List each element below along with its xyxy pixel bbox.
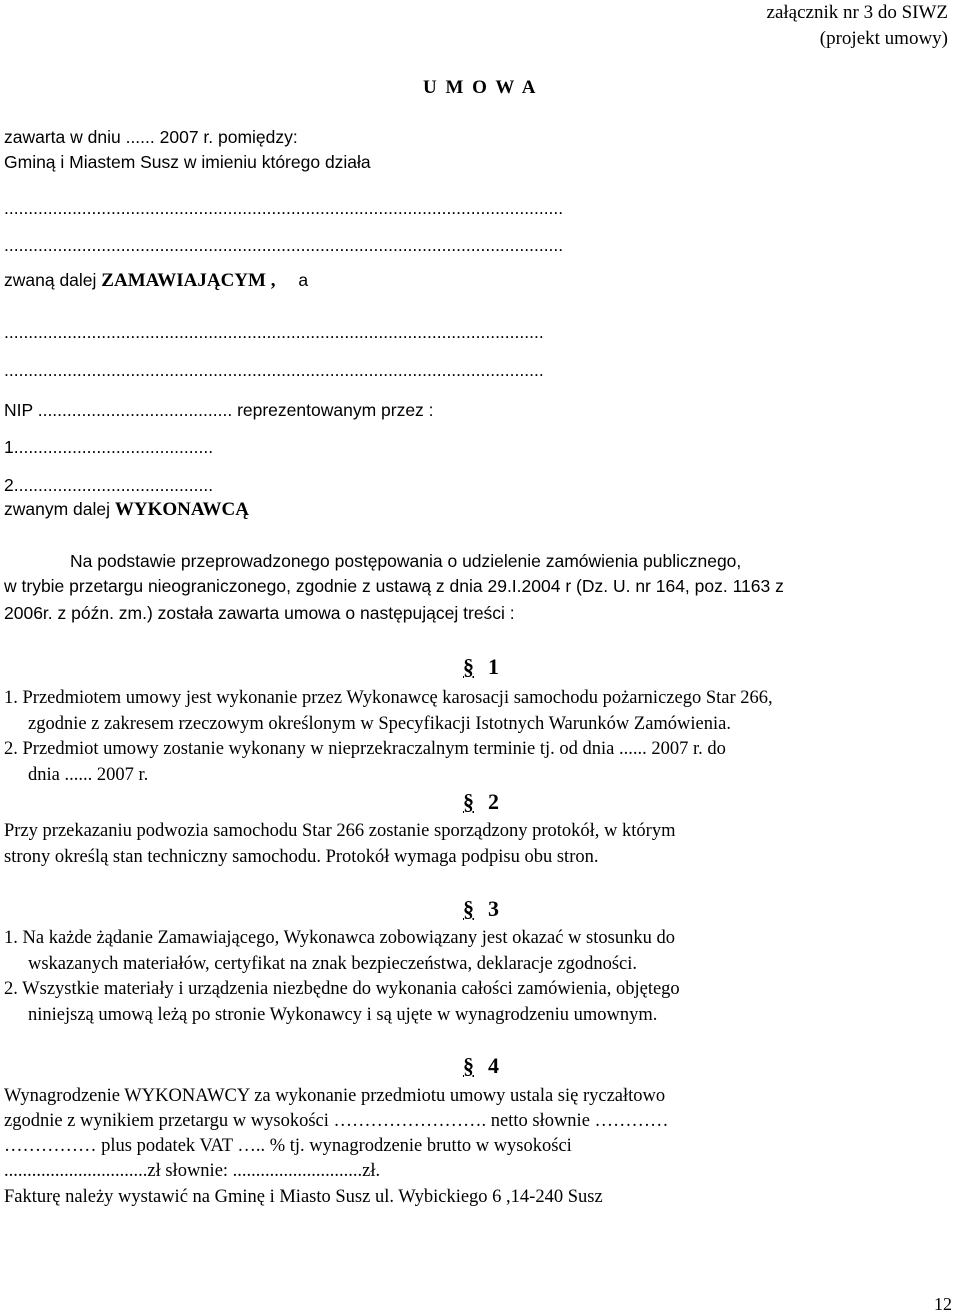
- s1-p2-line-1: 2. Przedmiot umowy zostanie wykonany w nieprzekraczalnym terminie tj. od dnia ...... 2007 r. do: [4, 739, 726, 759]
- section-1-heading: [463, 654, 499, 680]
- s3-p2-line-2: niniejszą umową leżą po stronie Wykonawcy i są ujęte w wynagrodzeniu umownym.: [28, 1005, 658, 1025]
- s1-p1-line-1: 1. Przedmiotem umowy jest wykonanie przez Wykonawcę karosacji samochodu pożarniczego Star 266,: [4, 688, 773, 708]
- section-symbol: §: [463, 654, 474, 679]
- section-symbol: §: [463, 896, 474, 921]
- section-number: 2: [488, 789, 499, 814]
- s3-p2-line-1: 2. Wszystkie materiały i urządzenia niezbędne do wykonania całości zamówienia, objętego: [4, 979, 680, 999]
- wykonawca-line: [4, 497, 249, 522]
- document-title: U M O W A: [423, 77, 538, 98]
- contracting-authority-line: Gminą i Miastem Susz w imieniu którego działa: [4, 152, 371, 172]
- intro-line-3: 2006r. z późn. zm.) została zawarta umowa o następującej treści :: [4, 603, 515, 623]
- section-number: 1: [488, 654, 499, 679]
- s1-p1-line-2: zgodnie z zakresem rzeczowym określonym w Specyfikacji Istotnych Warunków Zamówienia.: [28, 714, 731, 734]
- blank-line-1: ...................................................................................................................: [4, 198, 564, 218]
- section-symbol: §: [463, 789, 474, 814]
- section-number: 3: [488, 896, 499, 921]
- blank-line-2: ...................................................................................................................: [4, 235, 564, 255]
- s4-line-2: zgodnie z wynikiem przetargu w wysokości ……………………. netto słownie …………: [4, 1111, 669, 1131]
- annex-note: [767, 0, 948, 52]
- intro-line-2: w trybie przetargu nieograniczonego, zgodnie z ustawą z dnia 29.I.2004 r (Dz. U. nr 164, poz. 1163 z: [4, 576, 784, 596]
- wykonawca-prefix: zwanym dalej: [4, 499, 111, 519]
- nip-line: NIP ........................................ reprezentowanym przez :: [4, 400, 434, 420]
- contract-date-line: zawarta w dniu ...... 2007 r. pomiędzy:: [4, 127, 298, 147]
- annex-line-2: (projekt umowy): [819, 28, 948, 49]
- section-2-heading: [463, 789, 499, 815]
- section-3-heading: [463, 896, 499, 922]
- zamawiajacy-line: [4, 268, 308, 293]
- blank-line-4: ...............................................................................................................: [4, 360, 544, 380]
- s2-line-2: strony określą stan techniczny samochodu. Protokół wymaga podpisu obu stron.: [4, 847, 599, 867]
- page-number: 12: [934, 1294, 952, 1314]
- zamawiajacy-suffix: a: [298, 270, 309, 290]
- wykonawca-name: WYKONAWCĄ: [114, 499, 249, 520]
- s2-line-1: Przy przekazaniu podwozia samochodu Star 266 zostanie sporządzony protokół, w którym: [4, 821, 676, 841]
- blank-line-3: ...............................................................................................................: [4, 322, 544, 342]
- section-symbol: §: [463, 1053, 474, 1078]
- annex-line-1: załącznik nr 3 do SIWZ: [766, 2, 948, 23]
- section-number: 4: [488, 1053, 499, 1078]
- s1-p2-line-2: dnia ...... 2007 r.: [28, 765, 149, 785]
- intro-line-1: Na podstawie przeprowadzonego postępowania o udzielenie zamówienia publicznego,: [70, 551, 742, 571]
- s3-p1-line-1: 1. Na każde żądanie Zamawiającego, Wykonawca zobowiązany jest okazać w stosunku do: [4, 928, 675, 948]
- zamawiajacy-name: ZAMAWIAJĄCYM ,: [101, 270, 276, 291]
- representative-1: 1.........................................: [4, 437, 214, 457]
- section-4-heading: [463, 1053, 499, 1079]
- s4-line-3: …………… plus podatek VAT ….. % tj. wynagrodzenie brutto w wysokości: [4, 1136, 572, 1156]
- s4-line-4: ...............................zł słownie: ............................zł.: [4, 1161, 381, 1181]
- s3-p1-line-2: wskazanych materiałów, certyfikat na znak bezpieczeństwa, deklaracje zgodności.: [28, 954, 638, 974]
- s4-line-1: Wynagrodzenie WYKONAWCY za wykonanie przedmiotu umowy ustala się ryczałtowo: [4, 1086, 666, 1106]
- zamawiajacy-prefix: zwaną dalej: [4, 270, 97, 290]
- s4-line-5: Fakturę należy wystawić na Gminę i Miasto Susz ul. Wybickiego 6 ,14-240 Susz: [4, 1187, 603, 1207]
- representative-2: 2.........................................: [4, 475, 214, 495]
